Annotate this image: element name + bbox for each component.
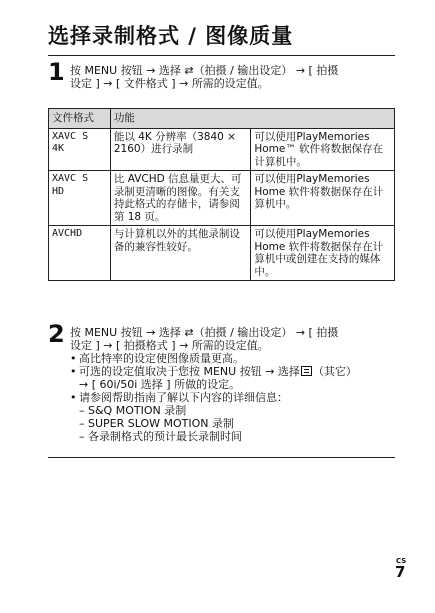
note-cell: 可以使用PlayMemories Home 软件将数据保存在计算机中。 xyxy=(251,171,395,226)
step-1-line-2: 设定 ] → [ 文件格式 ] → 所需的设定值。 xyxy=(70,77,269,90)
help-guide-topics xyxy=(79,404,400,443)
format-name: XAVC S xyxy=(52,173,89,184)
table-row xyxy=(49,171,395,226)
list-item xyxy=(70,391,400,443)
page-title: 选择录制格式 / 图像质量 xyxy=(48,24,294,48)
format-cell xyxy=(49,128,111,171)
note-settings-pre: 可选的设定值取决于您按 MENU 按钮 → 选择 xyxy=(79,365,300,378)
menu-other-icon xyxy=(301,366,312,376)
table-row xyxy=(49,128,395,171)
function-cell: 比 AVCHD 信息量更大、可录制更清晰的图像。有关支持此格式的存储卡，请参阅第 18 页。 xyxy=(110,171,250,226)
note-settings-post: （其它） xyxy=(312,365,357,378)
format-name-suffix: HD xyxy=(52,185,65,197)
header-function: 功能 xyxy=(110,109,394,129)
list-item: – SUPER SLOW MOTION 录制 xyxy=(79,417,234,430)
step-2-line-1: 按 MENU 按钮 → 选择 ⇄（拍摄 / 输出设定） → [ 拍摄 xyxy=(70,326,339,339)
step-1-line-1: 按 MENU 按钮 → 选择 ⇄（拍摄 / 输出设定） → [ 拍摄 xyxy=(70,64,339,77)
format-cell xyxy=(49,171,111,226)
step-2-notes xyxy=(70,352,400,443)
step-1-number: 1 xyxy=(48,58,65,86)
format-name-suffix: 4K xyxy=(52,143,65,154)
list-item: – 各录制格式的预计最长录制时间 xyxy=(79,430,242,443)
note-bitrate: 高比特率的设定使图像质量更高。 xyxy=(79,352,244,365)
header-file-format: 文件格式 xyxy=(49,109,111,129)
list-item xyxy=(70,352,400,365)
note-cell: 可以使用PlayMemories Home™ 软件将数据保存在计算机中。 xyxy=(251,128,395,171)
step-2-instruction xyxy=(70,326,400,352)
list-item: – S&Q MOTION 录制 xyxy=(79,404,187,417)
function-cell: 能以 4K 分辨率（3840 × 2160）进行录制 xyxy=(110,128,250,171)
note-help-guide: • 请参阅帮助指南了解以下内容的详细信息： xyxy=(79,391,288,404)
step-2-number: 2 xyxy=(48,320,65,348)
file-format-table xyxy=(48,108,395,281)
page-number: 7 xyxy=(395,563,406,581)
format-cell xyxy=(49,226,111,281)
table-row xyxy=(49,226,395,281)
step-1-instruction xyxy=(70,64,400,90)
note-cell: 可以使用PlayMemories Home 软件将数据保存在计算机中或创建在支持的媒体中。 xyxy=(251,226,395,281)
step-2-line-2: 设定 ] → [ 拍摄格式 ] → 所需的设定值。 xyxy=(70,339,269,352)
format-name: AVCHD xyxy=(52,228,83,239)
table-header-row xyxy=(49,109,395,129)
function-cell: 与计算机以外的其他录制设备的兼容性较好。 xyxy=(110,226,250,281)
note-settings-line-2: → [ 60i/50i 选择 ] 所做的设定。 xyxy=(79,378,241,391)
list-item xyxy=(70,365,400,391)
bottom-divider xyxy=(48,457,395,458)
language-code: CS xyxy=(396,557,407,565)
format-name: XAVC S xyxy=(52,130,89,142)
title-divider xyxy=(48,55,395,56)
